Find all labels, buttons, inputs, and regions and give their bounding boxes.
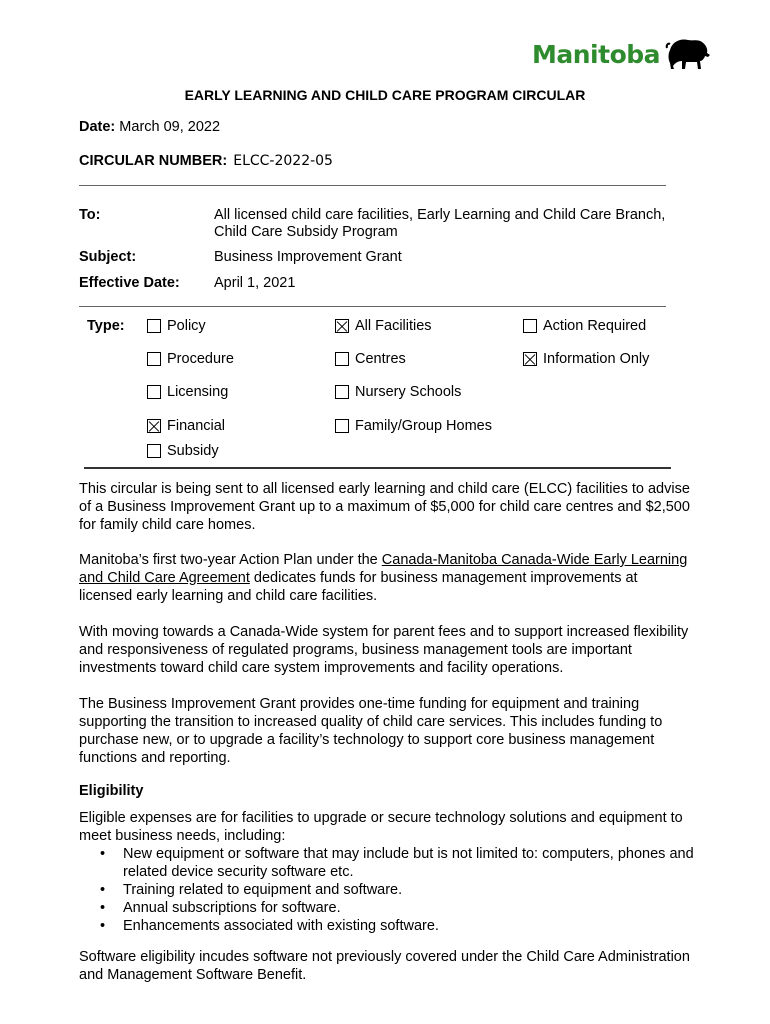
checkbox-box[interactable] [523,319,537,333]
paragraph-intro: This circular is being sent to all licensed early learning and child care (ELCC) facilities to advise of a Business Improvement Grant up to a maximum of $5,000 for child care centres and $2,500 for family child care homes. [79,481,690,533]
checkbox-financial[interactable] [147,418,225,434]
checkbox-nursery-schools[interactable] [335,384,461,400]
date-value: March 09, 2022 [119,119,221,135]
to-line-2: Child Care Subsidy Program [214,224,398,240]
effective-date-value: April 1, 2021 [214,275,296,291]
checkbox-label: All Facilities [355,318,432,334]
paragraph-action-plan [79,551,694,605]
checkbox-label: Nursery Schools [355,384,462,400]
checkbox-all-facilities[interactable] [335,318,432,334]
effective-date-label: Effective Date: [79,275,180,291]
to-value [214,207,665,241]
checkbox-label: Information Only [543,351,650,367]
checkbox-box[interactable] [147,385,161,399]
checkbox-box[interactable] [147,352,161,366]
date-row [79,119,220,135]
list-item: • Training related to equipment and software. [100,881,700,899]
circular-number: ELCC-2022-05 [233,153,333,169]
date-label: Date: [79,119,116,135]
checkbox-action-required[interactable] [523,318,646,334]
circular-label: CIRCULAR NUMBER: [79,153,228,169]
checkbox-subsidy[interactable] [147,443,219,459]
eligibility-heading: Eligibility [79,783,144,799]
bison-icon [664,36,712,72]
to-label: To: [79,207,101,223]
type-label: Type: [87,318,125,334]
checkbox-box[interactable] [335,319,349,333]
list-item: • Enhancements associated with existing software. [100,917,700,935]
checkbox-label: Family/Group Homes [355,418,492,434]
checkbox-label: Subsidy [167,443,219,459]
checkbox-label: Procedure [167,351,234,367]
checkbox-box[interactable] [147,444,161,458]
checkbox-label: Licensing [167,384,229,400]
checkbox-label: Financial [167,418,226,434]
subject-value: Business Improvement Grant [214,249,402,265]
checkbox-box[interactable] [335,352,349,366]
paragraph-text: dedicates funds for business management improvements at licensed early learning and child care facilities. [79,570,638,604]
checkbox-box[interactable] [147,419,161,433]
paragraph-software: Software eligibility incudes software not previously covered under the Child Care Administration and Management Software Benefit. [79,949,690,983]
checkbox-box[interactable] [147,319,161,333]
checkbox-procedure[interactable] [147,351,234,367]
checkbox-label: Centres [355,351,406,367]
divider [79,185,666,186]
checkbox-label: Policy [167,318,206,334]
eligibility-list [100,845,700,935]
checkbox-label: Action Required [543,318,647,334]
to-line-1: All licensed child care facilities, Early Learning and Child Care Branch, [214,207,666,223]
checkbox-licensing[interactable] [147,384,228,400]
list-item: • New equipment or software that may include but is not limited to: computers, phones and related device security software etc. [100,845,700,881]
logo-text: Manitoba [532,39,661,69]
checkbox-box[interactable] [335,385,349,399]
checkbox-family-group-homes[interactable] [335,418,492,434]
checkbox-box[interactable] [523,352,537,366]
checkbox-information-only[interactable] [523,351,649,367]
checkbox-centres[interactable] [335,351,406,367]
subject-label: Subject: [79,249,137,265]
checkbox-box[interactable] [335,419,349,433]
circular-row [79,153,333,169]
agreement-link[interactable]: Canada-Manitoba Canada-Wide Early Learning and Child Care Agreement [79,552,688,586]
manitoba-logo [532,36,712,72]
divider [79,306,666,307]
paragraph-canada-wide: With moving towards a Canada-Wide system for parent fees and to support increased flexibility and responsiveness of regulated programs, business management tools are important investments toward child care system improvements and facility operations. [79,624,689,676]
document-title: EARLY LEARNING AND CHILD CARE PROGRAM CIRCULAR [184,87,586,103]
checkbox-policy[interactable] [147,318,206,334]
paragraph-text: Manitoba’s first two-year Action Plan under the [79,552,382,568]
paragraph-grant: The Business Improvement Grant provides one-time funding for equipment and training supporting the transition to increased quality of child care services. This includes funding to purchase new, or to upgrade a facility’s technology to support core business management functions and reporting. [79,696,663,766]
divider [84,467,671,469]
list-item: • Annual subscriptions for software. [100,899,700,917]
paragraph-eligibility: Eligible expenses are for facilities to upgrade or secure technology solutions and equipment to meet business needs, including: [79,810,683,844]
